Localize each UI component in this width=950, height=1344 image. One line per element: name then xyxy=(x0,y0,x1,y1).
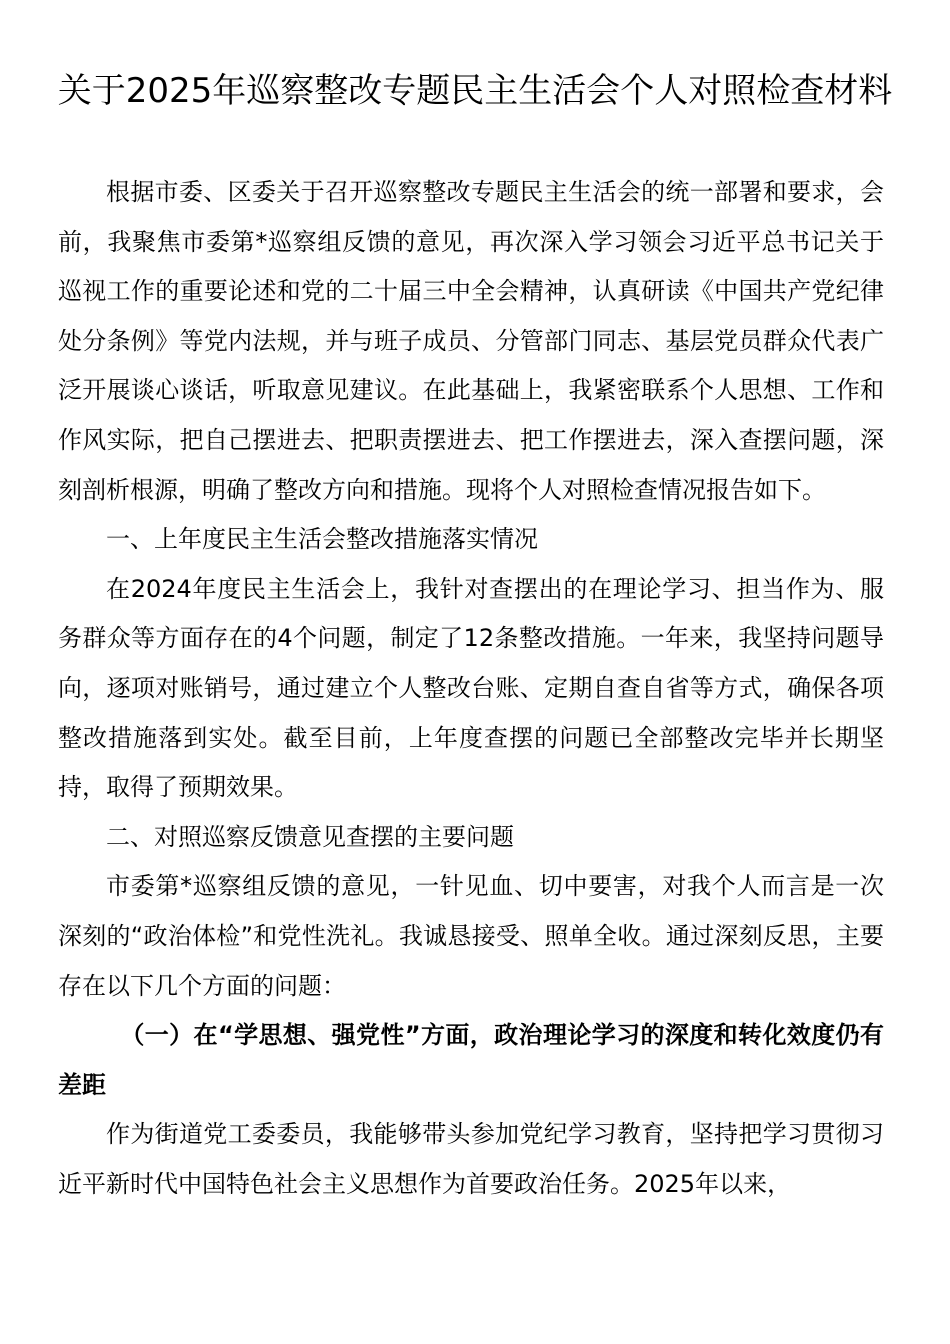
subsection-heading-1: （一）在“学思想、强党性”方面，政治理论学习的深度和转化效度仍有差距 xyxy=(58,1021,884,1099)
section-2-paragraph: 市委第*巡察组反馈的意见，一针见血、切中要害，对我个人而言是一次深刻的“政治体检”和党性洗礼。我诚恳接受、照单全收。通过深刻反思，主要存在以下几个方面的问题： xyxy=(58,872,884,1000)
section-heading-2: 二、对照巡察反馈意见查摆的主要问题 xyxy=(106,822,514,851)
document-body xyxy=(58,168,884,1209)
subsection-1-paragraph: 作为街道党工委委员，我能够带头参加党纪学习教育，坚持把学习贯彻习近平新时代中国特色社会主义思想作为首要政治任务。2025年以来， xyxy=(58,1120,884,1198)
intro-paragraph: 根据市委、区委关于召开巡察整改专题民主生活会的统一部署和要求，会前，我聚焦市委第*巡察组反馈的意见，再次深入学习领会习近平总书记关于巡视工作的重要论述和党的二十届三中全会精神，认真研读《中国共产党纪律处分条例》等党内法规，并与班子成员、分管部门同志、基层党员群众代表广泛开展谈心谈话，听取意见建议。在此基础上，我紧密联系个人思想、工作和作风实际，把自己摆进去、把职责摆进去、把工作摆进去，深入查摆问题，深刻剖析根源，明确了整改方向和措施。现将个人对照检查情况报告如下。 xyxy=(58,178,884,504)
document-title: 关于2025年巡察整改专题民主生活会个人对照检查材料 xyxy=(57,71,893,111)
section-1-paragraph: 在2024年度民主生活会上，我针对查摆出的在理论学习、担当作为、服务群众等方面存在的4个问题，制定了12条整改措施。一年来，我坚持问题导向，逐项对账销号，通过建立个人整改台账、定期自查自省等方式，确保各项整改措施落到实处。截至目前，上年度查摆的问题已全部整改完毕并长期坚持，取得了预期效果。 xyxy=(58,574,884,802)
section-heading-1: 一、上年度民主生活会整改措施落实情况 xyxy=(106,525,538,554)
